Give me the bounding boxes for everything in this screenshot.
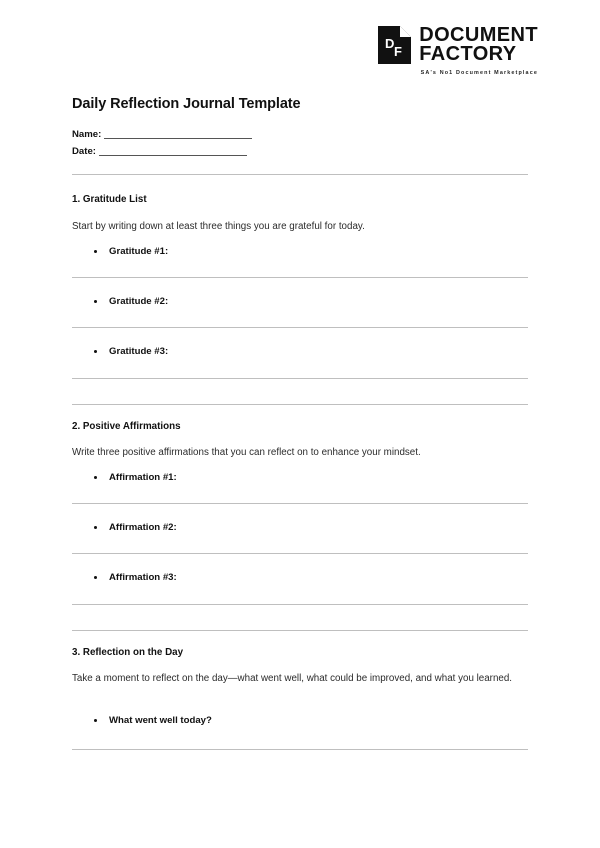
gratitude-2-label: Gratitude #2: [109,296,169,307]
gratitude-1-label: Gratitude #1: [109,246,169,257]
document-body [72,0,528,160]
name-field-row [72,126,528,143]
reflection-item-1-wrap [72,714,528,728]
gratitude-3-label: Gratitude #3: [109,346,169,357]
section-1-intro: Start by writing down at least three things you are grateful for today. [72,221,365,232]
name-field-label: Name: [72,129,102,141]
list-item [72,245,528,259]
section-2 [72,421,528,434]
section-2-heading: 2. Positive Affirmations [72,421,181,432]
section-3-intro: Take a moment to reflect on the day—what went well, what could be improved, and what you learned. [72,673,513,684]
name-field-input-line[interactable] [104,138,252,139]
fill-in-fields [72,126,528,160]
bullet-dot-icon [94,476,97,479]
affirmation-item-3-wrap [72,571,528,585]
list-item [72,714,528,728]
logo-letter-f: F [394,44,403,60]
section-2-intro-wrap [72,445,528,461]
header-divider [72,174,528,175]
date-field-label: Date: [72,146,96,158]
list-item [72,295,528,309]
gratitude-1-write-line[interactable] [72,277,528,278]
date-field-input-line[interactable] [99,155,247,156]
gratitude-item-2-wrap [72,295,528,309]
logo-letter-d: D [385,36,395,52]
affirmation-3-write-line[interactable] [72,604,528,605]
section-1 [72,194,528,207]
date-field-row [72,143,528,160]
section-3-heading: 3. Reflection on the Day [72,647,184,658]
logo-word-factory: FACTORY [419,43,517,66]
section-2-divider [72,630,528,631]
page-title: Daily Reflection Journal Template [72,96,301,112]
bullet-dot-icon [94,719,97,722]
section-3-intro-wrap [72,671,528,687]
bullet-dot-icon [94,350,97,353]
reflection-1-write-line[interactable] [72,749,528,750]
reflection-1-label: What went well today? [109,715,212,726]
bullet-dot-icon [94,300,97,303]
bullet-dot-icon [94,526,97,529]
gratitude-3-write-line[interactable] [72,378,528,379]
affirmation-2-write-line[interactable] [72,553,528,554]
section-1-heading: 1. Gratitude List [72,194,147,205]
section-1-intro-wrap [72,219,528,235]
bullet-dot-icon [94,250,97,253]
list-item [72,471,528,485]
affirmation-item-1-wrap [72,471,528,485]
section-2-intro: Write three positive affirmations that you can reflect on to enhance your mindset. [72,447,421,458]
affirmation-3-label: Affirmation #3: [109,572,177,583]
list-item [72,521,528,535]
bullet-dot-icon [94,576,97,579]
logo-tagline: SA's No1 Document Marketplace [420,69,538,76]
gratitude-item-3-wrap [72,345,528,359]
list-item [72,571,528,585]
affirmation-2-label: Affirmation #2: [109,522,177,533]
section-1-divider [72,404,528,405]
gratitude-2-write-line[interactable] [72,327,528,328]
section-3 [72,647,528,660]
gratitude-item-1-wrap [72,245,528,259]
affirmation-item-2-wrap [72,521,528,535]
logo-word-document: DOCUMENT [419,24,538,46]
list-item [72,345,528,359]
affirmation-1-label: Affirmation #1: [109,472,177,483]
affirmation-1-write-line[interactable] [72,503,528,504]
